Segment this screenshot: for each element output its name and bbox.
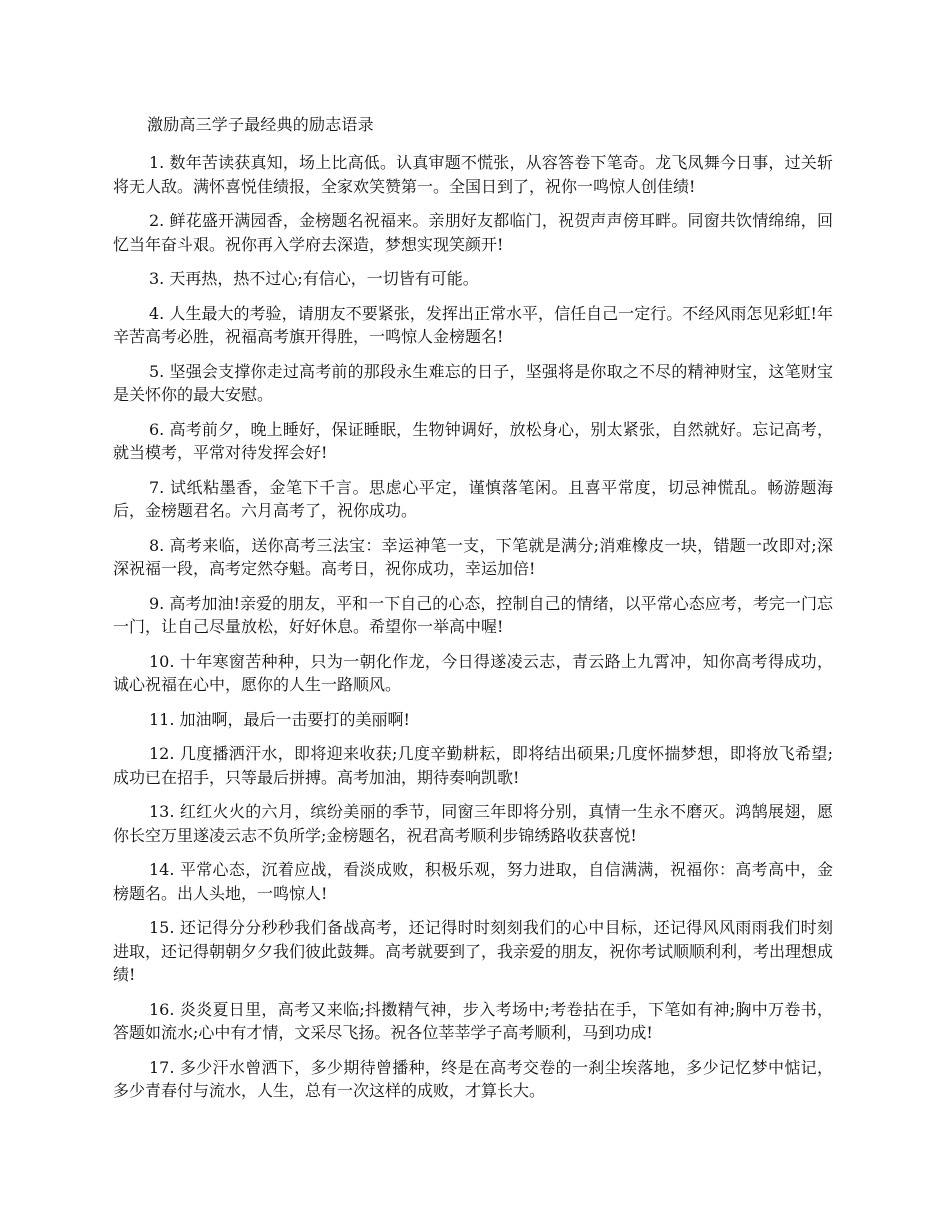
paragraph-8: 8. 高考来临，送你高考三法宝：幸运神笔一支，下笔就是满分;消难橡皮一块，错题一改即对;深深祝福一段，高考定然夺魁。高考日，祝你成功，幸运加倍! — [113, 535, 833, 578]
paragraph-2: 2. 鲜花盛开满园香，金榜题名祝福来。亲朋好友都临门，祝贺声声傍耳畔。同窗共饮情绵绵，回忆当年奋斗艰。祝你再入学府去深造，梦想实现笑颜开! — [113, 211, 833, 254]
paragraph-16: 16. 炎炎夏日里，高考又来临;抖擞精气神，步入考场中;考卷拈在手，下笔如有神;胸中万卷书，答题如流水;心中有才情，文采尽飞扬。祝各位莘莘学子高考顺利，马到功成! — [113, 999, 833, 1042]
paragraph-1: 1. 数年苦读获真知，场上比高低。认真审题不慌张，从容答卷下笔奇。龙飞凤舞今日事，过关斩将无人敌。满怀喜悦佳绩报，全家欢笑赞第一。全国日到了，祝你一鸣惊人创佳绩! — [113, 153, 833, 196]
document-body — [113, 113, 833, 1114]
paragraph-17: 17. 多少汗水曾洒下，多少期待曾播种，终是在高考交卷的一刹尘埃落地，多少记忆梦中惦记，多少青春付与流水，人生，总有一次这样的成败，才算长大。 — [113, 1057, 833, 1100]
paragraph-14: 14. 平常心态，沉着应战，看淡成败，积极乐观，努力进取，自信满满，祝福你：高考高中，金榜题名。出人头地，一鸣惊人! — [113, 860, 833, 903]
paragraph-13: 13. 红红火火的六月，缤纷美丽的季节，同窗三年即将分别，真情一生永不磨灭。鸿鹄展翅，愿你长空万里遂凌云志不负所学;金榜题名，祝君高考顺利步锦绣路收获喜悦! — [113, 802, 833, 845]
paragraph-6: 6. 高考前夕，晚上睡好，保证睡眠，生物钟调好，放松身心，别太紧张，自然就好。忘记高考，就当模考，平常对待发挥会好! — [113, 419, 833, 462]
paragraph-7: 7. 试纸粘墨香，金笔下千言。思虑心平定，谨慎落笔闲。且喜平常度，切忌神慌乱。畅游题海后，金榜题君名。六月高考了，祝你成功。 — [113, 477, 833, 520]
paragraph-10: 10. 十年寒窗苦种种，只为一朝化作龙，今日得遂凌云志，青云路上九霄冲，知你高考得成功，诚心祝福在心中，愿你的人生一路顺风。 — [113, 651, 833, 694]
paragraph-11: 11. 加油啊，最后一击要打的美丽啊! — [149, 709, 410, 729]
paragraph-9: 9. 高考加油!亲爱的朋友，平和一下自己的心态，控制自己的情绪，以平常心态应考，考完一门忘一门，让自己尽量放松，好好休息。希望你一举高中喔! — [113, 593, 833, 636]
document-title: 激励高三学子最经典的励志语录 — [147, 115, 374, 134]
paragraph-3: 3. 天再热，热不过心;有信心，一切皆有可能。 — [149, 269, 479, 288]
paragraph-5: 5. 坚强会支撑你走过高考前的那段永生难忘的日子，坚强将是你取之不尽的精神财宝，这笔财宝是关怀你的最大安慰。 — [113, 361, 833, 404]
paragraph-15: 15. 还记得分分秒秒我们备战高考，还记得时时刻刻我们的心中目标，还记得风风雨雨我们时刻进取，还记得朝朝夕夕我们彼此鼓舞。高考就要到了，我亲爱的朋友，祝你考试顺顺利利，考出理想成绩! — [113, 918, 834, 984]
paragraph-4: 4. 人生最大的考验，请朋友不要紧张，发挥出正常水平，信任自己一定行。不经风雨怎见彩虹!年辛苦高考必胜，祝福高考旗开得胜，一鸣惊人金榜题名! — [113, 303, 833, 346]
paragraph-12: 12. 几度播洒汗水，即将迎来收获;几度辛勤耕耘，即将结出硕果;几度怀揣梦想，即将放飞希望;成功已在招手，只等最后拼搏。高考加油，期待奏响凯歌! — [113, 744, 833, 787]
